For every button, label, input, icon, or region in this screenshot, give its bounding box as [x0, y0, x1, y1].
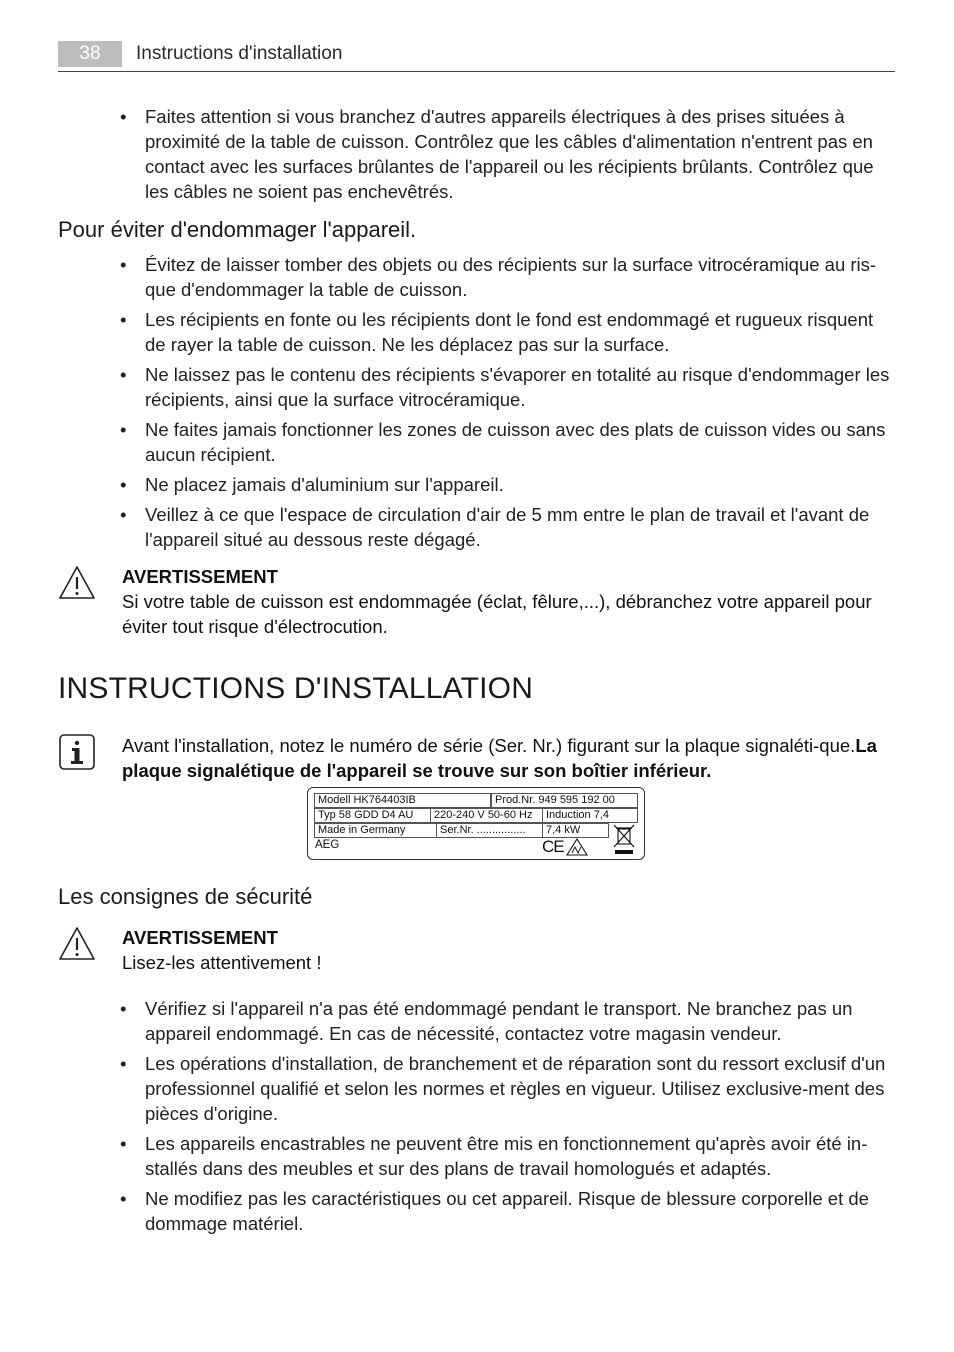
info-icon [58, 733, 96, 771]
plate-brand: AEG [315, 839, 340, 851]
plate-made-in: Made in Germany [314, 823, 437, 838]
warning-text: Lisez-les attentivement ! [122, 952, 322, 973]
list-item: • Faites attention si vous branchez d'autres appareils électriques à des prises situées à proximité de la table de cuisson. Contrôlez que les câbles d'alimentation n'entrent pas en contact avec les surfaces brûlantes de l'appareil ou les récipients brûlants. Contrôlez que les câbles ne soient pas enchevêtrés. [120, 106, 874, 202]
page-header [58, 38, 895, 72]
plate-voltage: 220-240 V 50-60 Hz [430, 808, 543, 823]
list-item: • Ne faites jamais fonctionner les zones de cuisson avec des plats de cuisson vides ou sans aucun récipient. [120, 419, 886, 465]
damage-bullet-list [120, 252, 895, 557]
list-item: • Vérifiez si l'appareil n'a pas été endommagé pendant le transport. Ne branchez pas un appareil endommagé. En cas de nécessité, contactez votre magasin vendeur. [120, 998, 853, 1044]
warning-text: Si votre table de cuisson est endommagée (éclat, fêlure,...), débranchez votre appareil pour éviter tout risque d'électrocution. [122, 591, 872, 637]
rating-plate [307, 787, 645, 860]
page-number: 38 [58, 41, 122, 67]
plate-power: 7,4 kW [542, 823, 609, 838]
plate-model: Modell HK764403IB [314, 793, 491, 808]
weee-bin-icon [612, 822, 636, 856]
section-heading-damage: Pour éviter d'endommager l'appareil. [58, 217, 417, 242]
list-item: • Les opérations d'installation, de branchement et de réparation sont du ressort exclusif d'un professionnel qualifié et selon les normes et règles en vigueur. Utilisez exclusive-ment des pièces d'origine. [120, 1053, 886, 1124]
info-lead: Avant l'installation [122, 735, 270, 756]
list-item: • Évitez de laisser tomber des objets ou des récipients sur la surface vitrocéramique au ris-que d'endommager la table de cuisson. [120, 254, 877, 300]
section-heading-safety: Les consignes de sécurité [58, 884, 313, 909]
safety-bullet-list [120, 996, 895, 1241]
info-bold-text: La plaque signalétique de l'appareil se trouve sur son boîtier inférieur. [122, 735, 877, 781]
header-title: Instructions d'installation [136, 43, 343, 64]
plate-prod-nr: Prod.Nr. 949 595 192 00 [491, 793, 638, 808]
warning-triangle-icon [58, 564, 96, 602]
safety-mark-icon [565, 837, 589, 857]
warning-label: AVERTISSEMENT [122, 566, 278, 587]
plate-type: Typ 58 GDD D4 AU [314, 808, 431, 823]
list-item: • Veillez à ce que l'espace de circulation d'air de 5 mm entre le plan de travail et l'avant de l'appareil situé au dessous reste dégagé. [120, 504, 870, 550]
warning-triangle-icon [58, 925, 96, 963]
list-item: • Les appareils encastrables ne peuvent être mis en fonctionnement qu'après avoir été in-stallés dans des meubles et sur des plans de travail homologués et adaptés. [120, 1133, 868, 1179]
warning-label: AVERTISSEMENT [122, 927, 278, 948]
plate-induction: Induction 7,4 [542, 808, 638, 823]
plate-ser-nr: Ser.Nr. ................ [436, 823, 543, 838]
info-text: , notez le numéro de série (Ser. Nr.) figurant sur la plaque signaléti-que. [269, 735, 856, 756]
list-item: • Les récipients en fonte ou les récipients dont le fond est endommagé et rugueux risquent de rayer la table de cuisson. Ne les déplacez pas sur la surface. [120, 309, 874, 355]
list-item: • Ne placez jamais d'aluminium sur l'appareil. [120, 474, 504, 495]
intro-bullet-list [120, 104, 895, 209]
ce-mark-icon: CE [542, 837, 564, 856]
page-title: INSTRUCTIONS D'INSTALLATION [58, 672, 534, 705]
list-item: • Ne modifiez pas les caractéristiques ou cet appareil. Risque de blessure corporelle et de dommage matériel. [120, 1188, 869, 1234]
list-item: • Ne laissez pas le contenu des récipients s'évaporer en totalité au risque d'endommager les récipients, ainsi que la surface vitrocéramique. [120, 364, 890, 410]
